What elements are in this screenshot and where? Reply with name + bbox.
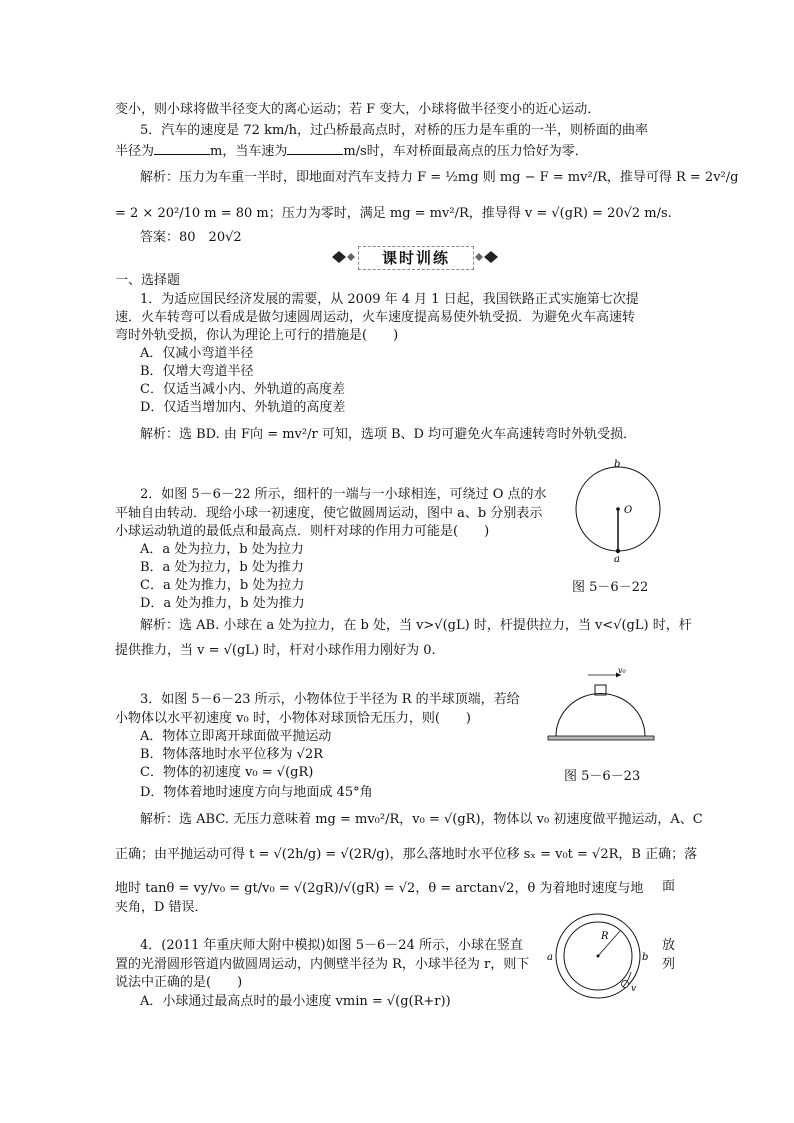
- q1-option-b: B．仅增大弯道半径: [140, 364, 254, 379]
- q5-line-1: 5．汽车的速度是 72 km/h，过凸桥最高点时，对桥的压力是车重的一半，则桥面的曲率: [140, 123, 649, 138]
- q3-option-c: C．物体的初速度 v₀ = √(gR): [140, 765, 314, 780]
- q2-option-a: A．a 处为拉力，b 处为拉力: [140, 542, 304, 557]
- q5-line-2-a: 半径为: [115, 144, 155, 159]
- fig-label-a: a: [614, 554, 620, 565]
- figure-5-6-23: [546, 666, 656, 746]
- q5-blank-speed: [287, 142, 343, 155]
- q2-line-3: 小球运动轨道的最低点和最高点．则杆对球的作用力可能是( ): [115, 524, 490, 539]
- fig-label-a24: a: [547, 952, 553, 963]
- q3-option-d: D．物体着地时速度方向与地面成 45°角: [140, 785, 373, 800]
- q1-option-a: A．仅减小弯道半径: [140, 346, 254, 361]
- q4-line-1: 4．(2011 年重庆师大附中模拟)如图 5－6－24 所示，小球在竖直: [140, 938, 523, 953]
- q5-blank-radius: [154, 142, 210, 155]
- q2-solution-2: 提供推力，当 v = √(gL) 时，杆对小球作用力刚好为 0.: [115, 643, 436, 658]
- q1-solution: 解析：选 BD. 由 F向 = mv²/r 可知，选项 B、D 均可避免火车高速转弯时外轨受损．: [140, 427, 637, 442]
- q3-solution-2: 正确；由平抛运动可得 t = √(2h/g) = √(2R/g)，那么落地时水平位移 sₓ = v₀t = √2R，B 正确；落: [115, 847, 698, 862]
- section-title: 一、选择题: [115, 273, 181, 288]
- q4-line-2-tail: 列: [662, 957, 676, 972]
- lesson-training-banner: [330, 246, 500, 268]
- q1-line-3: 弯时外轨受损，你认为理论上可行的措施是( ): [115, 328, 399, 343]
- q1-option-d: D．仅适当增加内、外轨道的高度差: [140, 400, 346, 415]
- q2-option-d: D．a 处为推力，b 处为推力: [140, 596, 305, 611]
- q5-line-2-b: m，当车速为: [210, 144, 288, 159]
- q3-option-a: A．物体立即离开球面做平抛运动: [140, 729, 332, 744]
- figure-5-6-24: [545, 906, 660, 1006]
- q3-solution-4: 夹角，D 错误．: [115, 900, 208, 915]
- q3-line-2: 小物体以水平初速度 v₀ 时，小物体对球顶恰无压力，则( ): [115, 711, 471, 726]
- intro-line: 变小，则小球将做半径变大的离心运动；若 F 变大，小球将做半径变小的近心运动．: [115, 102, 601, 117]
- q2-option-c: C．a 处为推力，b 处为拉力: [140, 578, 305, 593]
- fig-label-b: b: [614, 459, 621, 470]
- q1-option-c: C．仅适当减小内、外轨道的高度差: [140, 382, 345, 397]
- q5-answer: 答案：80 20√2: [140, 230, 242, 245]
- q4-option-a: A．小球通过最高点时的最小速度 vmin = √(g(R+r)): [140, 994, 451, 1009]
- fig-label-v: v: [631, 984, 637, 994]
- banner-title: 课时训练: [358, 246, 474, 270]
- q3-solution-3: 地时 tanθ = vy/v₀ = gt/v₀ = √(2gR)/√(gR) = √2，θ = arctan√2，θ 为着地时速度与地: [115, 881, 644, 896]
- figure-5-6-22-caption: 图 5－6－22: [572, 580, 649, 595]
- figure-5-6-23-caption: 图 5－6－23: [564, 769, 641, 784]
- q4-line-2: 置的光滑圆形管道内做圆周运动，内侧壁半径为 R，小球半径为 r，则下: [115, 957, 530, 972]
- q2-line-1: 2．如图 5－6－22 所示，细杆的一端与一小球相连，可绕过 O 点的水: [140, 487, 547, 502]
- q3-solution-1: 解析：选 ABC. 无压力意味着 mg = mv₀²/R，v₀ = √(gR)，物体以 v₀ 初速度做平抛运动，A、C: [140, 812, 703, 827]
- q5-solution-1: 解析：压力为车重一半时，即地面对汽车支持力 F = ½mg 则 mg − F = mv²/R，推导可得 R = 2v²/g: [140, 170, 739, 185]
- q3-line-1: 3．如图 5－6－23 所示，小物体位于半径为 R 的半球顶端，若给: [140, 692, 520, 707]
- q5-line-2: [115, 142, 588, 160]
- fig-label-o: O: [624, 505, 633, 516]
- fig-label-v0: v₀: [618, 666, 626, 675]
- q2-solution-1: 解析：选 AB. 小球在 a 处为拉力，在 b 处，当 v>√(gL) 时，杆提供拉力，当 v<√(gL) 时，杆: [140, 618, 692, 633]
- q3-solution-3-tail: 面: [662, 879, 676, 894]
- fig-label-b24: b: [642, 952, 649, 963]
- q2-option-b: B．a 处为拉力，b 处为推力: [140, 560, 304, 575]
- figure-5-6-22: [570, 458, 670, 565]
- q5-line-2-c: m/s时，车对桥面最高点的压力恰好为零．: [343, 144, 588, 159]
- q4-line-3: 说法中正确的是( ): [115, 975, 243, 990]
- q3-option-b: B．物体落地时水平位移为 √2R: [140, 747, 324, 762]
- q1-line-2: 速．火车转弯可以看成是做匀速圆周运动，火车速度提高易使外轨受损．为避免火车高速转: [115, 310, 636, 325]
- q5-solution-2: = 2 × 20²/10 m = 80 m；压力为零时，满足 mg = mv²/R，推导得 v = √(gR) = 20√2 m/s.: [115, 206, 672, 221]
- q4-line-1-tail: 放: [662, 938, 676, 953]
- q2-line-2: 平轴自由转动．现给小球一初速度，使它做圆周运动，图中 a、b 分别表示: [115, 506, 543, 521]
- fig-label-r: R: [601, 931, 609, 942]
- q1-line-1: 1．为适应国民经济发展的需要，从 2009 年 4 月 1 日起，我国铁路正式实施第七次提: [140, 292, 639, 307]
